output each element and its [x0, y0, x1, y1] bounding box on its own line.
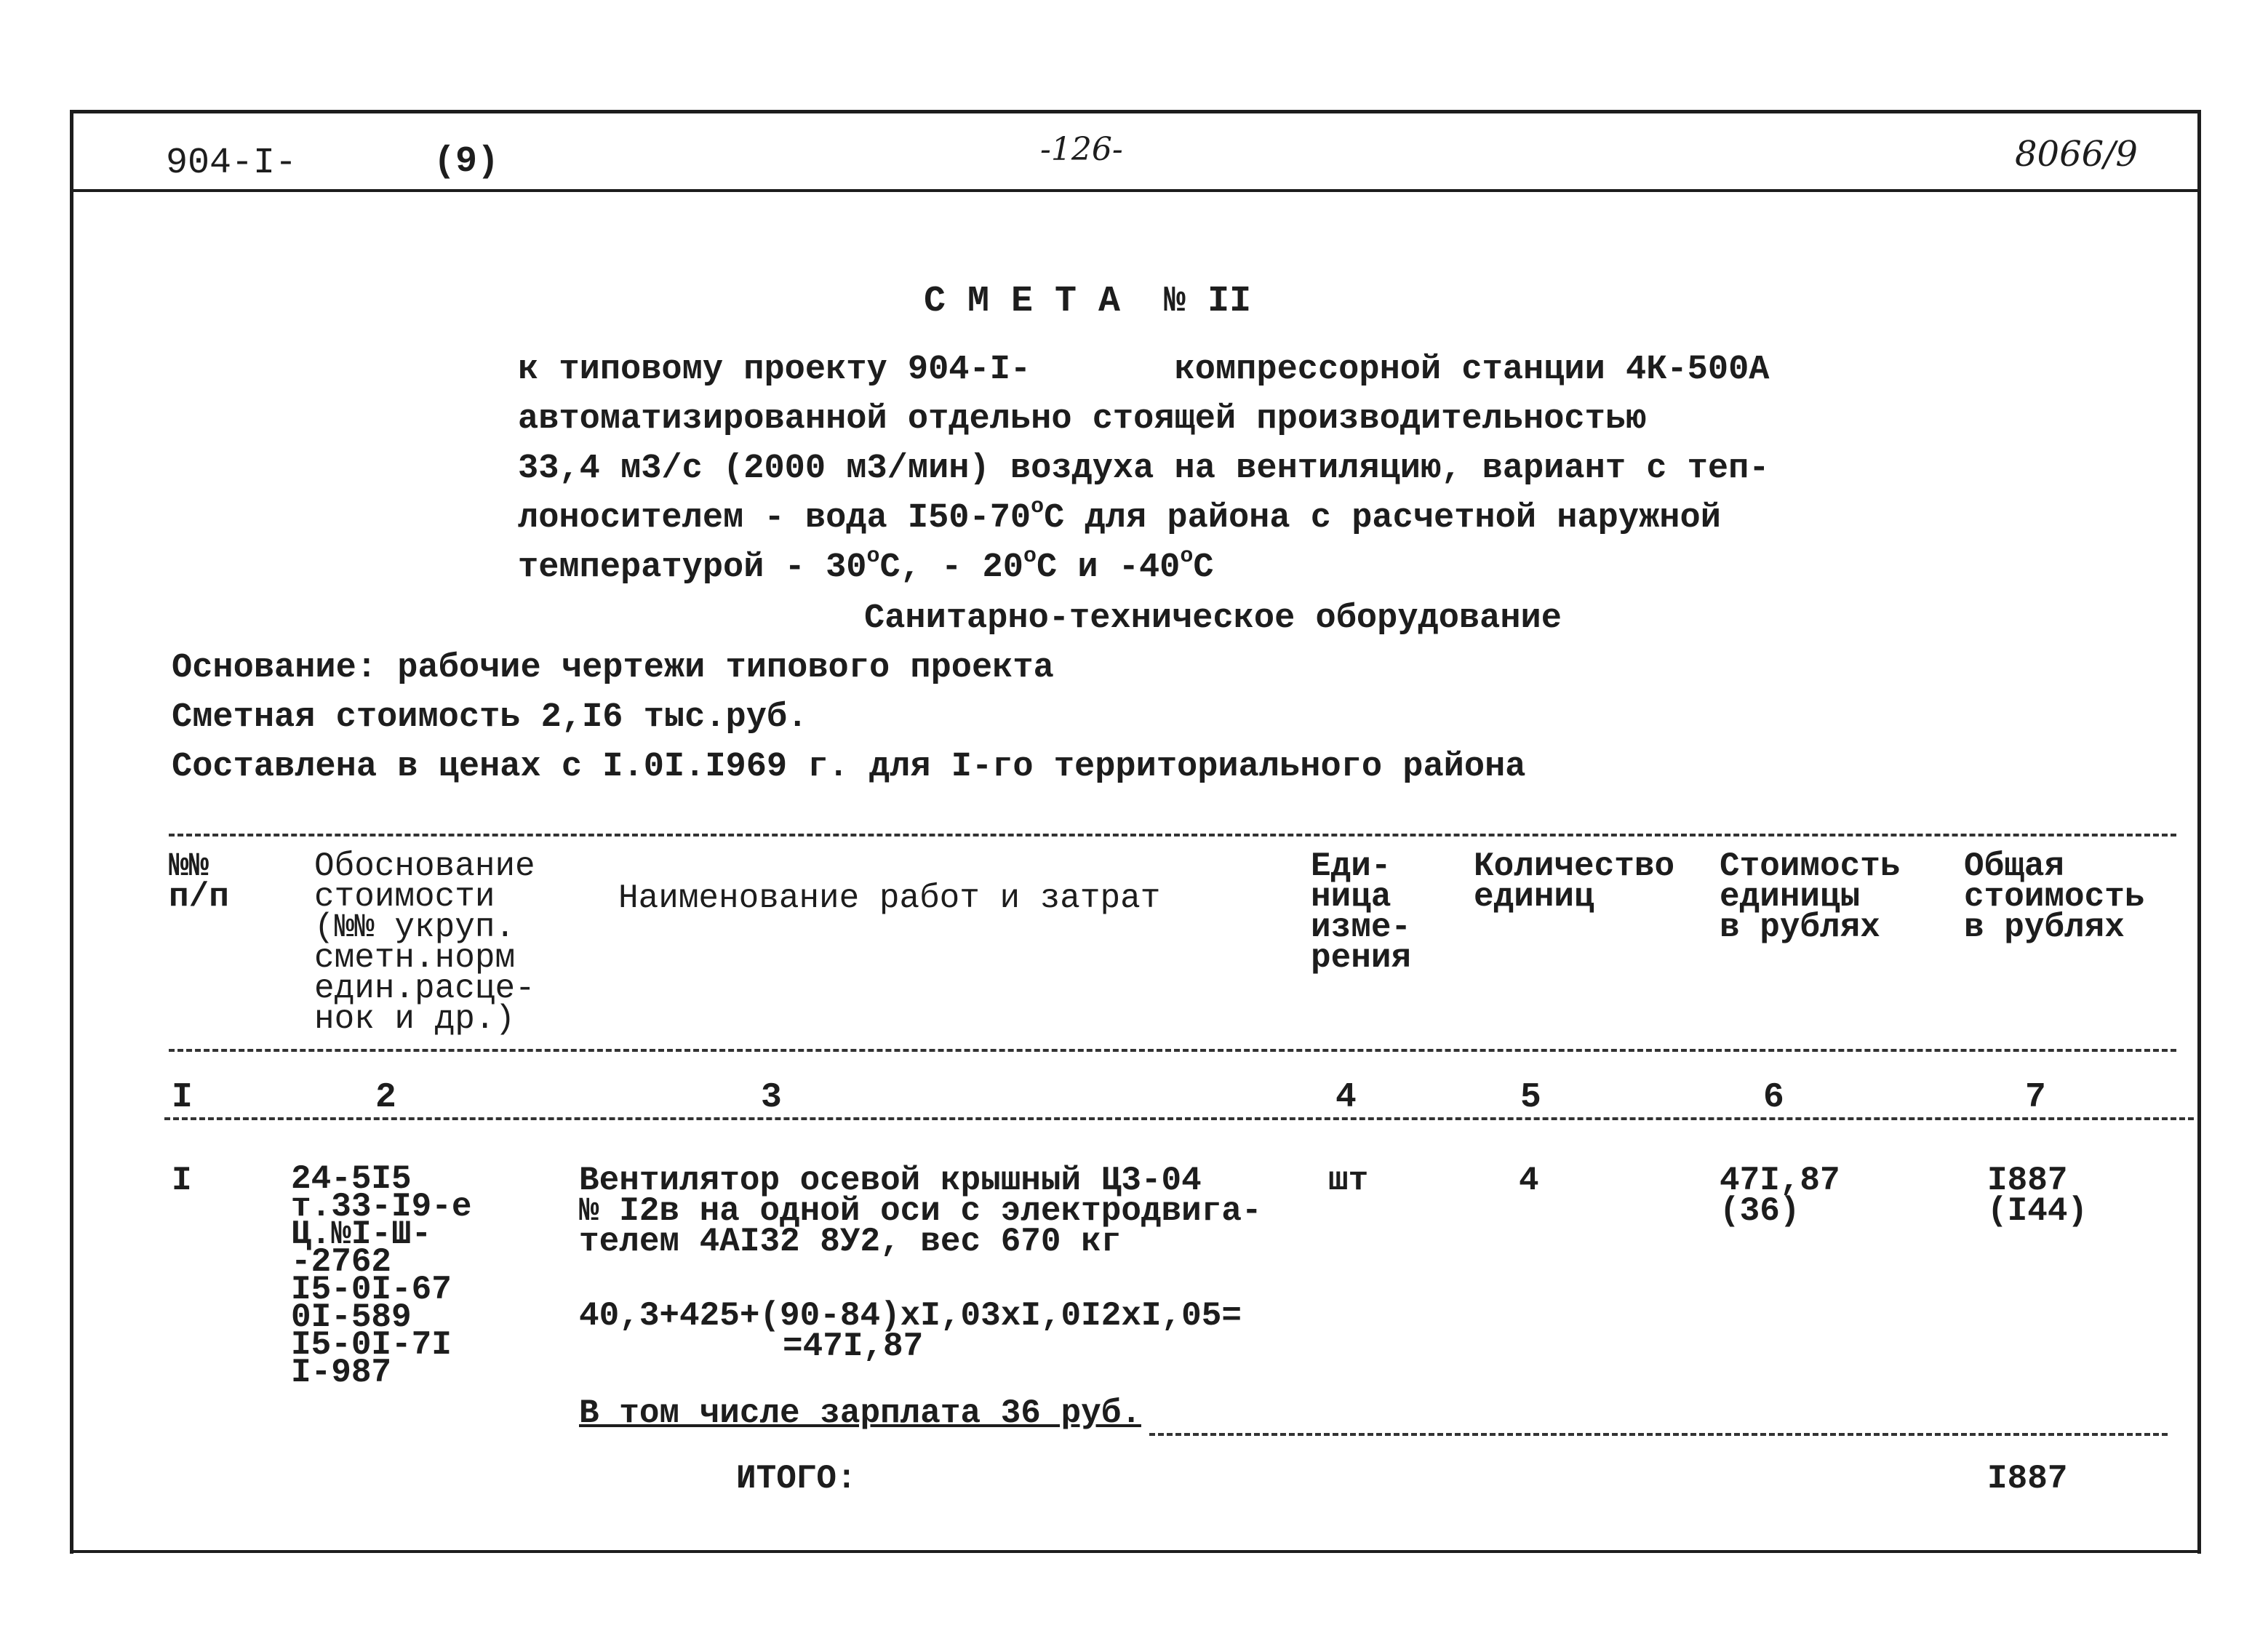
header-col-2-line: (№№ укруп. [314, 909, 516, 946]
row-1-salary-rule [1149, 1433, 2168, 1436]
section-title: Санитарно-техническое оборудование [864, 599, 1562, 638]
header-col-2-line: Обоснование [314, 847, 535, 885]
header-col-4-line: изме- [1311, 909, 1412, 946]
header-variant: (9) [434, 141, 500, 183]
row-1-name-line: Вентилятор осевой крышный Ц3-04 [579, 1162, 1202, 1199]
row-1-total-cost [1987, 1162, 2088, 1230]
frame-right-border [2197, 110, 2201, 1554]
title-line-3: 33,4 м3/с (2000 м3/мин) воздуха на вентиляцию, вариант с теп- [518, 450, 1770, 488]
total-label: ИТОГО: [736, 1460, 857, 1498]
header-col-6-line: Стоимость [1720, 847, 1901, 885]
header-col-6-line: единицы [1720, 878, 1861, 916]
table-header-rule [169, 1049, 2176, 1052]
header-divider [70, 189, 2201, 192]
degree-sign: о [866, 544, 880, 569]
column-numbers-rule [164, 1117, 2194, 1120]
title-line-1: к типовому проекту 904-I- компрессорной станции 4К-500А [518, 351, 1770, 389]
column-number-5: 5 [1520, 1078, 1541, 1117]
row-1-basis-line: I-987 [291, 1354, 392, 1392]
row-1-calculation [579, 1297, 1242, 1365]
row-1-basis [291, 1160, 472, 1392]
archive-number: 8066/9 [2015, 134, 2138, 175]
row-1-unit-cost [1720, 1162, 1840, 1230]
frame-top-border [70, 110, 2201, 113]
title-line-5-a: температурой - 30 [518, 548, 867, 587]
header-col-7-line: Общая [1964, 847, 2065, 885]
row-1-name [579, 1162, 1262, 1261]
header-col-4-line: рения [1311, 939, 1412, 977]
frame-bottom-border [70, 1550, 2201, 1553]
row-1-unit-cost-line: 47I,87 [1720, 1162, 1840, 1199]
column-number-3: 3 [761, 1078, 782, 1117]
degree-sign: о [1180, 544, 1194, 569]
header-code: 904-I- [166, 143, 298, 184]
row-1-basis-line: Ц.№I-Ш- [291, 1215, 432, 1253]
header-col-6-line: в рублях [1720, 909, 1880, 946]
title-line-5-b: С, - 20 [879, 548, 1023, 587]
row-1-name-line: № I2в на одной оси с электродвига- [579, 1192, 1262, 1230]
title-line-5-d: С [1193, 548, 1214, 587]
row-1-total-cost-line: I887 [1987, 1162, 2068, 1199]
row-1-basis-line: -2762 [291, 1243, 392, 1281]
row-1-calc-line: 40,3+425+(90-84)xI,03xI,0I2xI,05= [579, 1297, 1242, 1335]
document-heading: С М Е Т А № II [924, 281, 1252, 322]
header-col-7-line: стоимость [1964, 878, 2145, 916]
title-line-5 [518, 544, 1214, 587]
header-col-5-line: Количество [1474, 847, 1675, 885]
row-1-basis-line: 0I-589 [291, 1298, 412, 1336]
header-col-3 [618, 879, 1161, 917]
header-col-1-line: №№ [169, 847, 209, 885]
title-line-4-a: лоносителем - вода I50-70 [518, 499, 1031, 538]
row-1-basis-line: 24-5I5 [291, 1160, 412, 1198]
row-1-basis-line: т.33-I9-е [291, 1188, 472, 1226]
column-number-4: 4 [1335, 1078, 1357, 1117]
title-line-4-b: С для района с расчетной наружной [1044, 499, 1721, 538]
row-1-quantity: 4 [1519, 1162, 1539, 1199]
title-line-2: автоматизированной отдельно стоящей производительностью [518, 400, 1647, 439]
row-1-name-line: телем 4АI32 8У2, вес 670 кг [579, 1223, 1122, 1261]
column-number-1: I [172, 1078, 193, 1117]
row-1-total-cost-line: (I44) [1987, 1192, 2088, 1230]
prices-line: Составлена в ценах с I.0I.I969 г. для I-го территориального района [172, 748, 1526, 786]
column-number-2: 2 [375, 1078, 396, 1117]
header-col-7 [1964, 847, 2145, 946]
header-col-1-line: п/п [169, 878, 229, 916]
row-1-salary-note: В том числе зарплата 36 руб. [579, 1394, 1141, 1432]
total-value: I887 [1987, 1460, 2068, 1498]
column-number-7: 7 [2025, 1078, 2046, 1117]
header-col-4-line: ница [1311, 878, 1391, 916]
frame-left-border [70, 110, 73, 1554]
page-number: -126- [1040, 131, 1123, 168]
basis-line: Основание: рабочие чертежи типового проекта [172, 649, 1054, 687]
header-col-4-line: Еди- [1311, 847, 1391, 885]
table-top-rule [169, 834, 2176, 837]
header-col-2 [314, 847, 535, 1038]
header-col-1 [169, 847, 229, 916]
row-1-basis-line: I5-0I-7I [291, 1326, 452, 1364]
header-col-5-line: единиц [1474, 878, 1594, 916]
degree-sign: о [1023, 544, 1037, 569]
header-col-4 [1311, 847, 1412, 977]
title-line-5-c: С и -40 [1036, 548, 1181, 587]
header-col-7-line: в рублях [1964, 909, 2125, 946]
degree-sign: о [1031, 495, 1045, 519]
row-1-calc-line: =47I,87 [783, 1327, 924, 1365]
row-1-number: I [172, 1162, 192, 1199]
row-1-basis-line: I5-0I-67 [291, 1271, 452, 1309]
header-col-5 [1474, 847, 1675, 916]
header-col-2-line: стоимости [314, 878, 495, 916]
estimated-cost-line: Сметная стоимость 2,I6 тыс.руб. [172, 698, 808, 737]
header-col-2-line: сметн.норм [314, 939, 516, 977]
header-col-2-line: един.расце- [314, 970, 535, 1007]
header-col-2-line: нок и др.) [314, 1000, 516, 1038]
row-1-unit: шт [1328, 1162, 1369, 1199]
header-col-6 [1720, 847, 1901, 946]
header-col-3-line: Наименование работ и затрат [618, 879, 1161, 917]
column-number-6: 6 [1763, 1078, 1784, 1117]
title-line-4 [518, 495, 1721, 538]
row-1-unit-cost-line: (36) [1720, 1192, 1800, 1230]
